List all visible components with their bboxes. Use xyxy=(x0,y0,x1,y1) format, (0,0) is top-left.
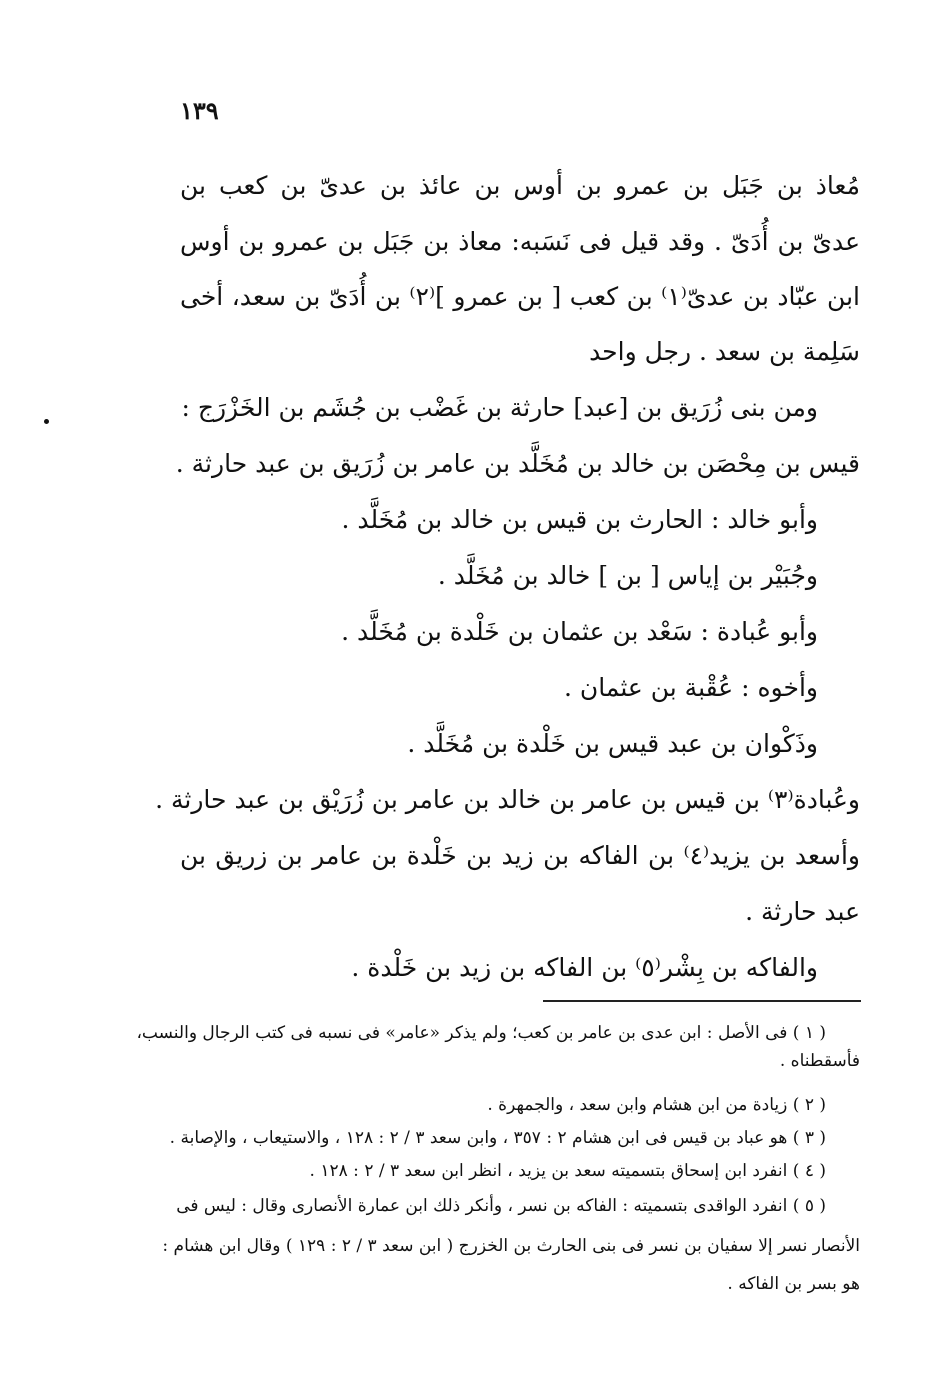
footnote-5-line-3: هو بسر بن الفاكه . xyxy=(727,1274,860,1294)
text-line-7: وأبو خالد : الحارث بن قيس بن خالد بن مُخَلَّد . xyxy=(341,505,818,534)
text-line-15: والفاكه بن بِشْر⁽٥⁾ بن الفاكه بن زيد بن خَلْدة . xyxy=(351,953,818,982)
footnote-2: ( ٢ ) زيادة من ابن هشام وابن سعد ، والجمهرة . xyxy=(487,1095,826,1115)
text-line-12: وعُبادة⁽٣⁾ بن قيس بن عامر بن خالد بن عامر بن زُرَيْق بن عبد حارثة . xyxy=(155,785,860,814)
footnote-separator xyxy=(543,1000,861,1002)
footnote-3: ( ٣ ) هو عباد بن قيس فى ابن هشام ٢ : ٣٥٧ ، وابن سعد ٣ / ٢ : ١٢٨ ، والاستيعاب ، والإصابة . xyxy=(169,1128,826,1148)
text-line-14: عبد حارثة . xyxy=(745,897,860,926)
text-line-11: وذَكْوان بن عبد قيس بن خَلْدة بن مُخَلَّد . xyxy=(407,729,818,758)
text-line-10: وأخوه : عُقْبة بن عثمان . xyxy=(564,673,818,702)
text-line-3: ابن عبّاد بن عدىّ⁽١⁾ بن كعب [ بن عمرو ]⁽٢⁾ بن أُدَىّ بن سعد، أخى xyxy=(180,282,860,311)
footnote-1-line-1: ( ١ ) فى الأصل : ابن عدى بن عامر بن كعب؛ ولم يذكر «عامر» فى نسبه فى كتب الرجال والنسب، xyxy=(136,1023,826,1043)
text-line-2: عدىّ بن أُدَىّ . وقد قيل فى نَسَبه: معاذ بن جَبَل بن عمرو بن أوس xyxy=(180,227,860,256)
footnote-5-line-1: ( ٥ ) انفرد الواقدى بتسميته : الفاكه بن نسر ، وأنكر ذلك ابن عمارة الأنصارى وقال : ليس فى xyxy=(176,1196,826,1216)
text-line-9: وأبو عُبادة : سَعْد بن عثمان بن خَلْدة بن مُخَلَّد . xyxy=(341,617,818,646)
text-line-1: مُعاذ بن جَبَل بن عمرو بن أوس بن عائذ بن عدىّ بن كعب بن xyxy=(180,171,860,200)
footnote-5-line-2: الأنصار نسر إلا سفيان بن نسر فى بنى الحارث بن الخزرج ( ابن سعد ٣ / ٢ : ١٢٩ ) وقال ابن هشام : xyxy=(162,1236,860,1256)
footnote-4: ( ٤ ) انفرد ابن إسحاق بتسميته سعد بن يزيد ، انظر ابن سعد ٣ / ٢ : ١٢٨ . xyxy=(309,1161,826,1181)
text-line-4: سَلِمة بن سعد . رجل واحد xyxy=(589,337,860,366)
text-line-5: ومن بنى زُرَيق بن [عبد] حارثة بن غَضْب بن جُشَم بن الخَزْرَج : xyxy=(181,393,818,422)
text-line-8: وجُبَيْر بن إياس [ بن ] خالد بن مُخَلَّد . xyxy=(437,561,818,590)
text-line-13: وأسعد بن يزيد⁽٤⁾ بن الفاكه بن زيد بن خَلْدة بن عامر بن زريق بن xyxy=(180,841,860,870)
footnote-1-line-2: فأسقطناه . xyxy=(779,1051,860,1071)
text-line-6: قيس بن مِحْصَن بن خالد بن مُخَلَّد بن عامر بن زُرَيق بن عبد حارثة . xyxy=(175,449,860,478)
page-number: ١٣٩ xyxy=(180,96,219,125)
ink-speck xyxy=(44,419,49,424)
